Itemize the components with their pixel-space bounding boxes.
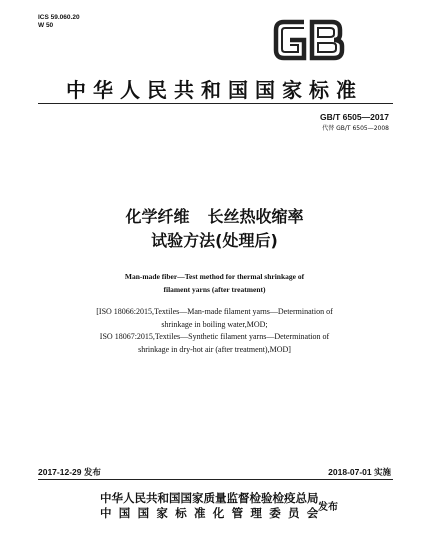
chinese-title-part2: 长丝热收缩率 [207, 207, 304, 226]
chinese-title [0, 205, 429, 253]
iso-references [0, 306, 429, 356]
effective-date: 2018-07-01 实施 [328, 467, 391, 477]
english-title [0, 270, 429, 296]
country-standard-title: 中华人民共和国国家标准 [66, 78, 363, 102]
publish-date: 2017-12-29 发布 [38, 467, 101, 477]
issuer-sac: 中国国家标准化管理委员会 [100, 506, 326, 520]
issuing-authorities [100, 491, 326, 521]
replaces-standard: 代替 GB/T 6505—2008 [322, 125, 389, 132]
standard-number: GB/T 6505—2017 [320, 112, 389, 122]
english-title-line2: filament yarns (after treatment) [163, 285, 266, 294]
iso-ref-line: [ISO 18066:2015,Textiles—Man-made filament yarns—Determination of [96, 307, 333, 316]
english-title-line1: Man-made fiber—Test method for thermal shrinkage of [124, 272, 305, 281]
header-rule [38, 103, 393, 104]
iso-ref-line: shrinkage in boiling water,MOD; [161, 319, 268, 329]
ccs-code: W 50 [38, 22, 54, 29]
footer-rule [38, 479, 393, 480]
iso-ref-line: shrinkage in dry-hot air (after treatment),MOD] [138, 344, 291, 354]
iso-ref-line: ISO 18067:2015,Textiles—Synthetic filament yarns—Determination of [99, 332, 330, 341]
issuer-aqsiq: 中华人民共和国国家质量监督检验检疫总局 [100, 491, 319, 505]
chinese-title-part1: 化学纤维 [125, 207, 190, 226]
ics-code: ICS 59.060.20 [38, 14, 80, 21]
classification-codes [38, 14, 80, 30]
issue-label: 发布 [318, 502, 338, 513]
gb-logo [270, 12, 348, 68]
chinese-title-line2: 试验方法(处理后) [151, 231, 278, 250]
